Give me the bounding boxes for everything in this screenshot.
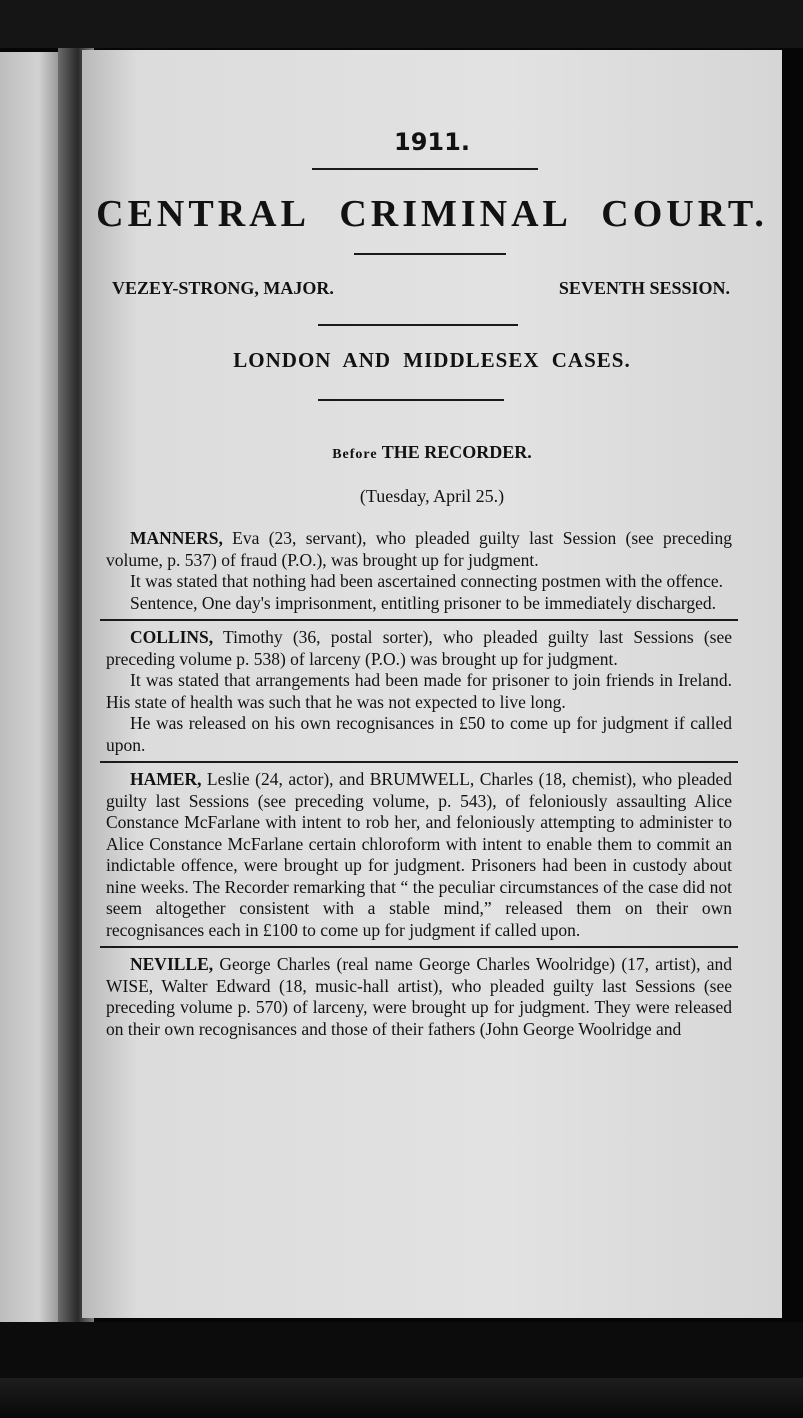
defendant-name: NEVILLE,: [130, 954, 214, 974]
cases-list: [106, 528, 732, 1042]
case-lead-text: Eva (23, servant), who pleaded guilty last Session (see preceding volume, p. 537) of fraud (P.O.), was brought up for judgment.: [106, 528, 732, 570]
sitting-date: (Tuesday, April 25.): [359, 486, 505, 506]
case-paragraph: Sentence, One day's imprisonment, entitling prisoner to be immediately discharged.: [130, 592, 717, 613]
rule-under-judge: [318, 324, 518, 326]
scan-bottom-strip: [0, 1378, 803, 1418]
case-paragraph: He was released on his own recognisances in £50 to come up for judgment if called upon.: [106, 713, 732, 755]
defendant-name: COLLINS,: [130, 627, 214, 647]
before-prefix: Before: [332, 447, 378, 462]
case-separator: [100, 619, 738, 621]
scan-top-band: [0, 0, 803, 48]
rule-under-year: [312, 168, 538, 170]
scan-bottom-edge: [0, 1322, 803, 1382]
defendant-name: MANNERS,: [130, 528, 223, 548]
case-entry: [106, 954, 732, 1042]
case-separator: [100, 946, 738, 948]
case-paragraph: It was stated that nothing had been ascertained connecting postmen with the offence.: [130, 571, 724, 591]
page-year: 1911.: [394, 128, 470, 156]
session-label: SEVENTH SESSION.: [558, 278, 730, 298]
case-lead: [106, 627, 732, 670]
case-entry: [106, 769, 732, 943]
judge-name: VEZEY-STRONG, MAJOR.: [112, 278, 334, 298]
defendant-name: HAMER,: [130, 769, 202, 789]
case-lead: [106, 954, 732, 1040]
case-paragraph: It was stated that arrangements had been made for prisoner to join friends in Ireland. His state of health was such that he was not expected to live long.: [106, 670, 732, 712]
case-lead: [106, 769, 732, 941]
case-entry: [106, 528, 732, 616]
rule-under-court: [354, 253, 506, 255]
case-lead-text: Timothy (36, postal sorter), who pleaded guilty last Sessions (see preceding volume p. 538) of larceny (P.O.) was brought up for judgment.: [106, 627, 732, 669]
case-separator: [100, 761, 738, 763]
before-line: [82, 442, 782, 463]
case-lead-text: George Charles (real name George Charles Woolridge) (17, artist), and WISE, Walter Edward (18, music-hall artist), who pleaded guilty last Sessions (see preceding volume p. 570) of larceny, were brought up for judgment. They were released on their own recognisances and those of their fathers (John George Woolridge and: [106, 954, 732, 1039]
case-entry: [106, 627, 732, 758]
case-lead: [106, 528, 732, 571]
rule-under-section: [318, 399, 504, 401]
before-name: THE RECORDER.: [381, 442, 532, 462]
court-title: CENTRAL CRIMINAL COURT.: [96, 193, 768, 235]
case-lead-text: Leslie (24, actor), and BRUMWELL, Charles (18, chemist), who pleaded guilty last Sessions (see preceding volume, p. 543), of feloniously assaulting Alice Constance McFarlane with intent to rob her, and feloniously attempting to administer to Alice Constance McFarlane certain chloroform with intent to enable them to commit an indictable offence, were brought up for judgment. Prisoners had been in custody about nine weeks. The Recorder remarking that “ the peculiar circumstances of the case did not seem altogether consistent with a stable mind,” released them on their own recognisances each in £100 to come up for judgment if called upon.: [106, 769, 732, 940]
book-page: [82, 50, 782, 1318]
section-heading: LONDON AND MIDDLESEX CASES.: [233, 348, 631, 372]
previous-page-edge: [0, 52, 64, 1322]
